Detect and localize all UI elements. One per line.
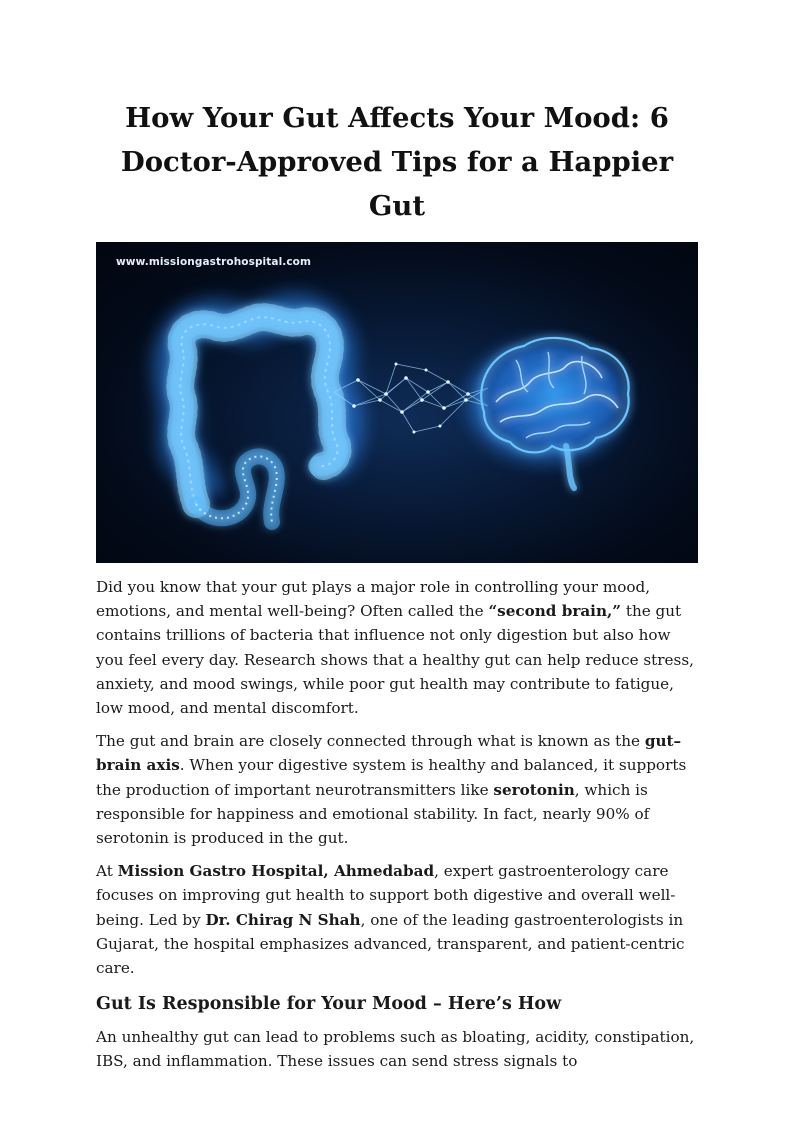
intro-paragraph-3: At Mission Gastro Hospital, Ahmedabad, expert gastroenterology care focuses on improving gut health to support both digestive and overall well-being. Led by Dr. Chirag N Shah, one of the leading gastroenterologists in Gujarat, the hospital emphasizes advanced, transparent, and patient-centric care. [96, 862, 685, 978]
doctor-name-highlight: Dr. Chirag N Shah [205, 910, 361, 929]
gut-brain-axis-highlight: gut–brain axis [96, 732, 682, 775]
brain-icon [481, 338, 628, 488]
intro-paragraph-1: Did you know that your gut plays a major role in controlling your mood, emotions, and mental well-being? Often called the “second brain,” the gut contains trillions of bacteria that influence not only digestion but also how you feel every day. Research shows that a healthy gut can help reduce stress, anxiety, and mood swings, while poor gut health may contribute to fatigue, low mood, and mental discomfort. [96, 578, 694, 718]
gut-brain-illustration [96, 242, 698, 563]
hero-image [96, 242, 698, 563]
page-title: How Your Gut Affects Your Mood: 6 Doctor-Approved Tips for a Happier Gut [120, 102, 674, 222]
intestine-icon [180, 317, 337, 522]
document-page [96, 96, 698, 1074]
section-heading: Gut Is Responsible for Your Mood – Here’s How [96, 994, 562, 1015]
hero-watermark-url: www.missiongastrohospital.com [116, 256, 312, 268]
second-brain-highlight: “second brain,” [488, 602, 622, 621]
section-paragraph-1: An unhealthy gut can lead to problems such as bloating, acidity, constipation, IBS, and inflammation. These issues can send stress signals to [96, 1028, 695, 1071]
network-nodes [352, 363, 470, 434]
serotonin-highlight: serotonin [493, 780, 575, 799]
hospital-name-highlight: Mission Gastro Hospital, Ahmedabad [117, 862, 435, 881]
intro-paragraph-2: The gut and brain are closely connected through what is known as the gut–brain axis. When your digestive system is healthy and balanced, it supports the production of important neurotransmitters like serotonin, which is responsible for happiness and emotional stability. In fact, nearly 90% of serotonin is produced in the gut. [96, 732, 687, 848]
